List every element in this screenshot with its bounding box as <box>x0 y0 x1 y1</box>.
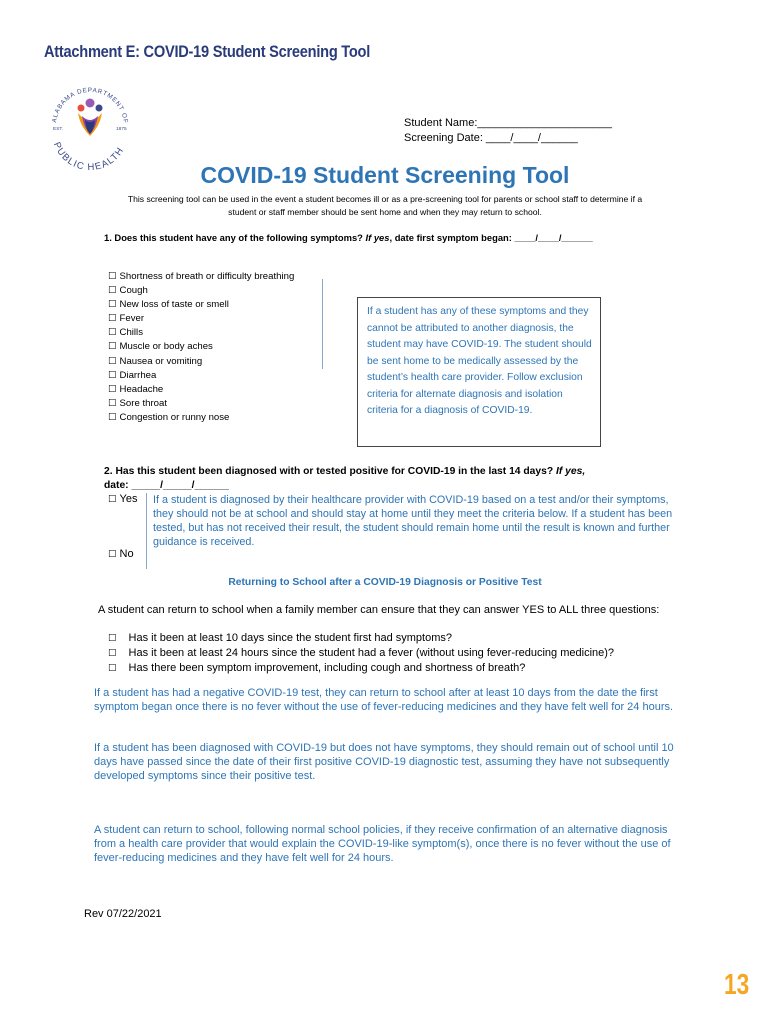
symptom-item[interactable] <box>108 312 294 326</box>
student-name-field[interactable]: Student Name:______________________ <box>404 117 612 129</box>
symptom-item[interactable] <box>108 383 294 397</box>
symptom-guidance-box: If a student has any of these symptoms and they cannot be attributed to another diagnosis, the student may have COVID-19. The student should be sent home to be medically assessed by the student’s health care provider. Follow exclusion criteria for alternate diagnosis and isolation criteria for a diagnosis of COVID-19. <box>357 297 601 447</box>
yes-option[interactable] <box>108 493 137 505</box>
no-symptoms-line-1: If a student has been diagnosed with COVID-19 but does not have symptoms, they should remain out of school until 10 <box>94 742 674 754</box>
screening-date-field[interactable]: Screening Date: ____/____/______ <box>404 132 578 144</box>
alternate-diagnosis-paragraph <box>94 823 680 865</box>
logo-figure-head-blue <box>96 105 103 112</box>
checkbox-icon[interactable]: ☐ <box>108 327 117 339</box>
symptom-label: Shortness of breath or difficulty breathing <box>119 271 295 282</box>
return-question-list <box>108 631 614 676</box>
question-2-explanation: If a student is diagnosed by their healthcare provider with COVID-19 based on a test and/or their symptoms, they should not be at school and should stay at home until they meet the criteria below. If a student has been tested, but has not received their result, the student should remain home until the result is known and further guidance is received. <box>153 494 673 548</box>
checkbox-icon[interactable]: ☐ <box>108 369 117 381</box>
question-2-date[interactable]: date: _____/_____/______ <box>104 480 229 491</box>
symptom-label: Congestion or runny nose <box>119 411 230 423</box>
symptom-item[interactable] <box>108 355 294 369</box>
symptom-label: Diarrhea <box>119 369 157 381</box>
divider-line <box>322 279 323 369</box>
question-1-suffix: , date first symptom began: ____/____/______ <box>389 232 593 243</box>
checkbox-icon[interactable]: ☐ <box>108 549 117 560</box>
alternate-line-3: fever-reducing medicines and they have felt well for 24 hours. <box>94 852 394 864</box>
alternate-line-1: A student can return to school, following normal school policies, if they receive confirmation of an alternative diagnosis <box>94 824 668 836</box>
student-info-block <box>404 116 612 146</box>
negative-test-paragraph: If a student has had a negative COVID-19 test, they can return to school after at least 10 days from the date the first symptom began once there is no fever without the use of fever-reducing medicines and they have felt well for 24 hours. <box>94 687 674 713</box>
checkbox-icon[interactable]: ☐ <box>108 383 117 395</box>
return-question-label: Has there been symptom improvement, including cough and shortness of breath? <box>128 662 526 674</box>
attachment-title: Attachment E: COVID-19 Student Screening Tool <box>44 42 371 61</box>
returning-heading: Returning to School after a COVID-19 Diagnosis or Positive Test <box>228 577 542 588</box>
divider-line <box>146 493 147 569</box>
no-symptoms-line-2: days have passed since the date of their first positive COVID-19 diagnostic test, assuming they have not subsequently <box>94 756 670 768</box>
symptom-label: Sore throat <box>119 397 167 409</box>
alternate-line-2: from a health care provider that would explain the COVID-19-like symptom(s), once there is no fever without the use of <box>94 838 671 850</box>
logo-year-text: 1875 <box>116 127 127 132</box>
question-2 <box>104 465 684 493</box>
return-question-item[interactable] <box>108 646 614 661</box>
logo-figure-head-purple <box>86 99 95 108</box>
checkbox-icon[interactable]: ☐ <box>108 663 117 674</box>
checkbox-icon[interactable]: ☐ <box>108 285 117 297</box>
symptom-label: Muscle or body aches <box>119 341 213 353</box>
logo-est-text: EST. <box>53 127 64 132</box>
symptom-item[interactable] <box>108 397 294 411</box>
symptom-label: Cough <box>119 285 148 297</box>
return-question-label: Has it been at least 24 hours since the student had a fever (without using fever-reducing medicine)? <box>128 647 615 659</box>
return-question-label: Has it been at least 10 days since the student first had symptoms? <box>128 632 452 644</box>
symptom-label: Nausea or vomiting <box>119 355 203 367</box>
intro-text: This screening tool can be used in the event a student becomes ill or as a pre-screening tool for parents or school staff to determine if a student or staff member should be sent home and when they may return to school. <box>127 194 643 217</box>
adph-logo <box>44 80 136 172</box>
symptom-item[interactable] <box>108 411 294 425</box>
symptom-label: Chills <box>119 327 143 339</box>
checkbox-icon[interactable]: ☐ <box>108 633 117 644</box>
checkbox-icon[interactable]: ☐ <box>108 341 117 353</box>
logo-figure-head-red <box>78 105 85 112</box>
symptom-item[interactable] <box>108 284 294 298</box>
symptom-item[interactable] <box>108 340 294 354</box>
checkbox-icon[interactable]: ☐ <box>108 299 117 311</box>
revision-date: Rev 07/22/2021 <box>84 908 162 920</box>
checkbox-icon[interactable]: ☐ <box>108 313 117 325</box>
question-1-emph: If yes <box>365 232 390 243</box>
symptom-label: New loss of taste or smell <box>119 299 229 311</box>
question-1 <box>104 232 593 243</box>
checkbox-icon[interactable]: ☐ <box>108 397 117 409</box>
adph-seal-graphic <box>44 80 136 172</box>
question-1-prefix: 1. Does this student have any of the following symptoms? <box>104 232 366 243</box>
no-symptoms-line-3: developed symptoms since their positive test. <box>94 770 316 782</box>
page-number: 13 <box>724 969 750 1001</box>
yes-label: Yes <box>119 493 138 505</box>
question-2-prefix: 2. Has this student been diagnosed with or tested positive for COVID-19 in the last 14 days? <box>104 466 557 477</box>
checkbox-icon[interactable]: ☐ <box>108 411 117 423</box>
symptom-item[interactable] <box>108 270 294 284</box>
checkbox-icon[interactable]: ☐ <box>108 648 117 659</box>
return-question-item[interactable] <box>108 661 614 676</box>
symptom-checklist <box>108 270 294 425</box>
symptom-item[interactable] <box>108 369 294 383</box>
checkbox-icon[interactable]: ☐ <box>108 271 117 282</box>
can-return-text: A student can return to school when a family member can ensure that they can answer YES to ALL three questions: <box>98 604 660 616</box>
logo-arc-top-text: ALABAMA DEPARTMENT OF <box>51 86 129 125</box>
checkbox-icon[interactable]: ☐ <box>108 355 117 367</box>
symptom-label: Headache <box>119 383 164 395</box>
no-label: No <box>119 548 134 560</box>
page-title: COVID-19 Student Screening Tool <box>200 162 570 188</box>
no-option[interactable] <box>108 548 134 560</box>
no-symptoms-paragraph <box>94 741 680 783</box>
return-question-item[interactable] <box>108 631 614 646</box>
symptom-label: Fever <box>119 313 145 325</box>
symptom-item[interactable] <box>108 298 294 312</box>
question-2-emph: If yes, <box>556 466 586 477</box>
symptom-item[interactable] <box>108 326 294 340</box>
logo-arc-bottom-text: PUBLIC HEALTH <box>50 140 127 172</box>
checkbox-icon[interactable]: ☐ <box>108 494 117 505</box>
